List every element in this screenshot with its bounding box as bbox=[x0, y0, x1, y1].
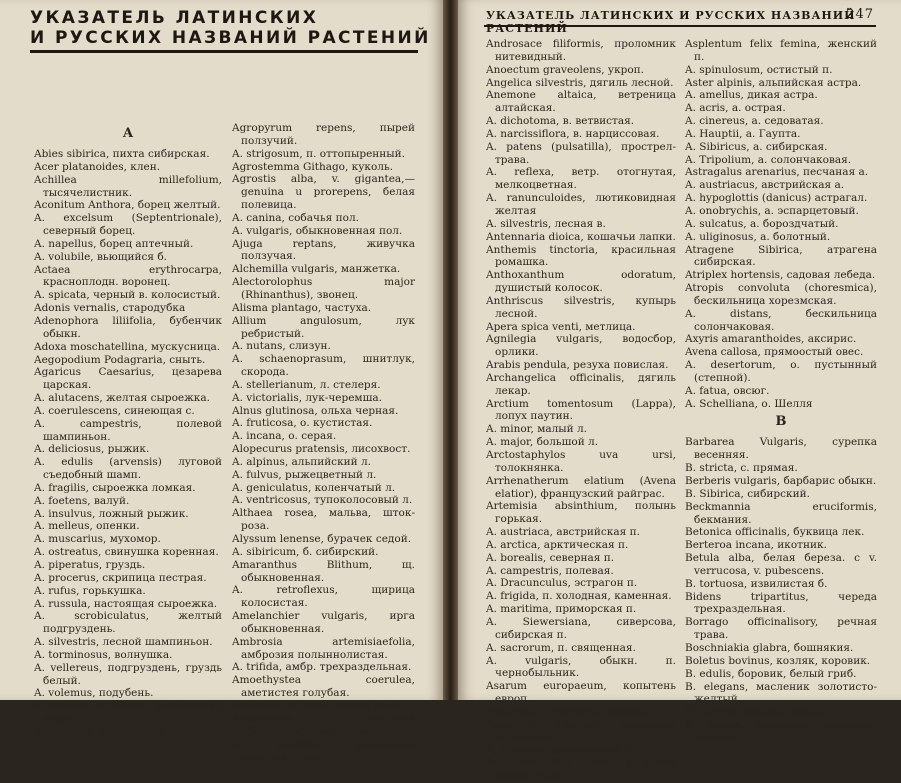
index-entry: Agaricus Caesarius, цезарева царская. bbox=[34, 366, 222, 392]
book-gutter bbox=[443, 0, 458, 700]
index-entry: A. russula, настоящая сыроежка. bbox=[34, 597, 218, 610]
index-entry: A. coerulescens, синеющая с. bbox=[34, 404, 195, 417]
index-entry: Atropis convoluta (choresmica), бескильница хорезмская. bbox=[685, 282, 877, 307]
index-entry: A. pilosa, р. волосистый. bbox=[34, 725, 169, 738]
index-entry: Althaea rosea, мальва, шток-роза. bbox=[232, 507, 415, 533]
index-entry: A. arctica, арктическая п. bbox=[486, 538, 629, 551]
index-entry: Asperula odorata, ясменник душистый. bbox=[486, 718, 676, 744]
index-entry: B. edulis, боровик, белый гриб. bbox=[685, 667, 857, 680]
running-head bbox=[484, 7, 876, 35]
index-entry: Anagallis vulgaris, очный цвет. bbox=[232, 699, 401, 712]
index-entry: Alectorolophus major (Rhinanthus), звонец. bbox=[232, 276, 415, 301]
index-entry: Borrago officinalisory, речная трава. bbox=[685, 616, 877, 642]
index-entry: B. luteus, масленик, лимонно-желтый. bbox=[685, 719, 877, 744]
index-entry: A. scrobiculatus, желтый подгруздень. bbox=[34, 610, 222, 636]
index-entry: A. sacrorum, п. священная. bbox=[486, 641, 636, 654]
index-entry: A. trifida, амбр. трехраздельная. bbox=[232, 661, 412, 674]
index-entry: A. Hauptii, а. Гаупта. bbox=[685, 127, 801, 140]
index-entry: A. ventricosus, тупоколосовый л. bbox=[232, 494, 413, 507]
index-entry: Amaranthus Blithum, щ. обыкновенная. bbox=[232, 558, 415, 584]
index-entry: Astragalus arenarius, песчаная а. bbox=[685, 166, 869, 179]
index-entry: A. reflexa, ветр. отогнутая, мелкоцветная. bbox=[486, 166, 676, 192]
index-entry: Alchemilla vulgaris, манжетка. bbox=[232, 263, 401, 276]
index-entry: A. narcissiflora, в. нарциссовая. bbox=[486, 127, 660, 140]
index-entry: Betula alba, белая береза. с v. verrucosa, v. pubescens. bbox=[685, 552, 877, 577]
index-entry: A. silvestris, лесная в. bbox=[486, 217, 606, 230]
index-entry: A. amellus, дикая астра. bbox=[685, 89, 818, 102]
index-entry: Aster alpinis, альпийская астра. bbox=[685, 76, 862, 89]
index-entry: A. edulis (arvensis) луговой съедобный шамп. bbox=[34, 456, 222, 482]
left-column-2 bbox=[232, 122, 415, 764]
left-page bbox=[0, 0, 443, 764]
index-entry: Adenophora liliifolia, бубенчик обыкн. bbox=[34, 314, 222, 340]
index-entry: Boletus bovinus, козляк, коровик. bbox=[685, 654, 871, 667]
index-entry: Agrimonia eupatoria, репейничек европ. bbox=[34, 700, 222, 726]
index-entry: Amelanchier vulgaris, ирга обыкновенная. bbox=[232, 610, 415, 635]
index-entry: A. sibiricum, б. сибирский. bbox=[232, 545, 379, 558]
index-entry: A. polifolia, андромеда многолистная. bbox=[232, 738, 415, 764]
index-entry: Alnus glutinosa, ольха черная. bbox=[232, 404, 399, 417]
index-entry: A. campestris, полевая. bbox=[486, 564, 614, 577]
section-letter-a: А bbox=[122, 126, 134, 141]
index-entry: A. ostreatus, свинушка коренная. bbox=[34, 546, 219, 559]
right-column-2 bbox=[685, 38, 877, 745]
index-entry: A. geniculatus, коленчатый л. bbox=[232, 481, 396, 494]
index-entry: A. vulgaris, обыкновенная пол. bbox=[232, 224, 403, 237]
index-entry: Acer platanoides, клен. bbox=[34, 160, 161, 173]
index-entry: A. Siewersiana, сиверсова, сибирская п. bbox=[486, 615, 676, 641]
index-entry: Anthemis tinctoria, красильная ромашка. bbox=[486, 243, 676, 269]
index-entry: Betonica officinalis, буквица лек. bbox=[685, 526, 865, 539]
index-entry: A. silvestris, лесной шампиньон. bbox=[34, 636, 213, 649]
index-entry: Allium angulosum, лук ребристый. bbox=[232, 314, 415, 340]
index-entry: A. uliginosus, а. болотный. bbox=[685, 230, 831, 243]
page-title bbox=[30, 8, 431, 53]
index-entry: A. patens (pulsatilla), прострел-трава. bbox=[486, 140, 676, 166]
index-entry: Artemisia absinthium, полынь горькая. bbox=[486, 500, 676, 526]
index-entry: A. fatua, овсюг. bbox=[685, 384, 770, 397]
index-entry: Adonis vernalis, стародубка bbox=[34, 302, 186, 315]
index-entry: Bidens tripartitus, череда трехраздельная. bbox=[685, 590, 877, 616]
index-entry: A. excelsum (Septentrionale), северный борец. bbox=[34, 212, 222, 238]
index-entry: A. spicata, черный в. колосистый. bbox=[34, 289, 221, 302]
index-entry: Agnilegia vulgaris, водосбор, орлики. bbox=[486, 333, 676, 359]
index-entry: A. foetens, валуй. bbox=[34, 494, 130, 507]
index-entry: Asarum europaeum, копытень европ. bbox=[486, 680, 676, 706]
index-entry: B. Sibirica, сибирский. bbox=[685, 487, 810, 500]
index-entry: B. stricta, с. прямая. bbox=[685, 462, 798, 475]
right-column-1 bbox=[486, 38, 676, 783]
index-entry: A. strigosum, п. оттопыренный. bbox=[232, 147, 405, 160]
index-entry: Alopecurus pratensis, лисохвост. bbox=[232, 443, 411, 456]
section-letter-b: B bbox=[775, 414, 787, 430]
index-entry: Avena callosa, прямоостый овес. bbox=[685, 346, 864, 359]
index-entry: Asplentum felix femina, женский п. bbox=[685, 38, 877, 63]
index-entry: Amoethystea coerulea, аметистея голубая. bbox=[232, 674, 415, 700]
index-entry: Boschniakia glabra, бошнякия. bbox=[685, 641, 854, 654]
index-entry: A. borealis, северная п. bbox=[486, 551, 615, 564]
index-entry: Agropyrum repens, пырей ползучий. bbox=[232, 122, 415, 147]
index-entry: B. luridus, красик, синяк. bbox=[685, 706, 826, 719]
index-entry: Atriplex hortensis, садовая лебеда. bbox=[685, 269, 876, 282]
index-entry: Arabis pendula, резуха повислая. bbox=[486, 359, 669, 372]
page-number: 247 bbox=[846, 7, 874, 22]
index-entry: Axyris amaranthoides, аксирис. bbox=[685, 333, 857, 346]
index-entry: Anthoxanthum odoratum, душистый колосок. bbox=[486, 269, 676, 295]
running-head-title: УКАЗАТЕЛЬ ЛАТИНСКИХ И РУССКИХ НАЗВАНИЙ РАСТЕНИЙ bbox=[486, 9, 856, 35]
index-entry: Ambrosia artemisiaefolia, амброзия полыннолистая. bbox=[232, 635, 415, 661]
index-entry: A. retroflexus, щирица колосистая. bbox=[232, 584, 415, 610]
index-entry: A. napellus, борец аптечный. bbox=[34, 237, 194, 250]
index-entry: Apera spica venti, метлица. bbox=[486, 320, 636, 333]
index-entry: A. alpinus, альпийский л. bbox=[232, 455, 371, 468]
index-entry: Achillea millefolium, тысячелистник. bbox=[34, 173, 222, 199]
index-entry: Anoectum graveolens, укроп. bbox=[486, 63, 645, 76]
index-entry: A. major, большой л. bbox=[486, 436, 599, 449]
index-entry: Alisma plantago, частуха. bbox=[232, 301, 372, 314]
index-entry: A. deliciosus, рыжик. bbox=[34, 443, 150, 456]
index-entry: A. sulcatus, а. бороздчатый. bbox=[685, 217, 839, 230]
index-entry: Aegopodium Podagraria, сныть. bbox=[34, 353, 206, 366]
index-entry: Anthriscus silvestris, купырь лесной. bbox=[486, 294, 676, 320]
index-entry: Berteroa incana, икотник. bbox=[685, 539, 827, 552]
index-entry: Anemone altaica, ветреница алтайская. bbox=[486, 89, 676, 115]
left-column-1 bbox=[34, 122, 222, 739]
index-entry: A. vellereus, подгруздень, груздь белый. bbox=[34, 661, 222, 687]
index-entry: A. torminosus, волнушка. bbox=[34, 648, 173, 661]
index-entry: A. austriacus, австрийская а. bbox=[685, 179, 845, 192]
index-entry: Angelica silvestris, дягиль лесной. bbox=[486, 76, 674, 89]
index-entry: A. Schelliana, о. Шелля bbox=[685, 397, 813, 410]
index-entry: A. frigida, п. холодная, каменная. bbox=[486, 590, 672, 603]
index-entry: A. fragilis, сыроежка ломкая. bbox=[34, 481, 196, 494]
index-entry: A. piperatus, груздь. bbox=[34, 559, 146, 571]
index-entry: Alyssum lenense, бурачек седой. bbox=[232, 533, 412, 545]
index-entry: Asparagus officinalis, спаржа. bbox=[486, 705, 649, 718]
index-entry: A. victorialis, лук-черемша. bbox=[232, 391, 382, 404]
index-entry: A. ranunculoides, лютиковидная желтая bbox=[486, 192, 676, 217]
index-entry: Arrhenatherum elatium (Avena elatior), французский райграс. bbox=[486, 474, 676, 500]
index-entry: Andromeda calyculata (Cassandra), кассандра обыкн. bbox=[232, 712, 415, 738]
index-entry: Abies sibirica, пихта сибирская. bbox=[34, 148, 210, 160]
index-entry: Aspidium filix Mas, мужской папоротник. bbox=[486, 757, 676, 783]
index-entry: A. volubile, вьющийся б. bbox=[34, 250, 167, 263]
index-entry: Agrostemma Githago, куколь. bbox=[232, 160, 394, 173]
index-entry: A. campestris, полевой шампиньон. bbox=[34, 417, 222, 443]
index-entry: A. fulvus, рыжецветный л. bbox=[232, 468, 377, 481]
index-entry: A. volemus, подубень. bbox=[34, 687, 154, 700]
index-entry: A. desertorum, о. пустынный (степной). bbox=[685, 359, 877, 384]
index-entry: A. stellerianum, л. стелеря. bbox=[232, 378, 381, 391]
index-entry: A. maritima, приморская п. bbox=[486, 603, 637, 616]
index-entry: Ajuga reptans, живучка ползучая. bbox=[232, 237, 415, 263]
index-entry: A. minor, малый л. bbox=[486, 423, 587, 436]
right-page bbox=[458, 0, 901, 783]
index-entry: Agrostis alba, v. gigantea,—genuina u prorepens, белая полевица. bbox=[232, 173, 415, 212]
index-entry: Beckmannia eruciformis, бекмания. bbox=[685, 500, 877, 526]
index-entry: A. dichotoma, в. ветвистая. bbox=[486, 115, 635, 128]
index-entry: A. fruticosa, о. кустистая. bbox=[232, 417, 373, 430]
index-entry: A. Tripolium, а. солончаковая. bbox=[685, 153, 852, 166]
index-entry: A. schaenoprasum, шнитлук, скорода. bbox=[232, 353, 415, 379]
index-entry: A. Sibiricus, а. сибирская. bbox=[685, 140, 828, 153]
index-entry: A. rufus, горькушка. bbox=[34, 584, 146, 597]
index-entry: A. alutacens, желтая сыроежка. bbox=[34, 392, 210, 405]
title-line-2: И РУССКИХ НАЗВАНИЙ РАСТЕНИЙ bbox=[30, 28, 431, 48]
index-entry: A. hypoglottis (danicus) астрагал. bbox=[685, 192, 868, 205]
index-entry: Androsace filiformis, проломник нитевидный. bbox=[486, 38, 676, 63]
index-entry: A. nutans, слизун. bbox=[232, 340, 331, 353]
index-entry: A. spinulosum, остистый п. bbox=[685, 63, 833, 76]
index-entry: A. melleus, опенки. bbox=[34, 520, 140, 533]
index-entry: Aconitum Anthora, борец желтый. bbox=[34, 199, 221, 212]
index-entry: A. insulvus, ложный рыжик. bbox=[34, 507, 189, 520]
index-entry: A. incana, о. серая. bbox=[232, 430, 337, 443]
index-entry: B. elegans, масленик золотисто-желтый. bbox=[685, 680, 877, 706]
index-entry: A. Dracunculus, эстрагон п. bbox=[486, 577, 638, 590]
index-entry: A. vulgaris, обыкн. п. чернобыльник. bbox=[486, 654, 676, 680]
title-line-1: УКАЗАТЕЛЬ ЛАТИНСКИХ bbox=[30, 8, 319, 28]
index-entry: Archangelica officinalis, дягиль лекар. bbox=[486, 371, 676, 397]
index-entry: A. procerus, скрипица пестрая. bbox=[34, 571, 207, 584]
index-entry: A. austriaca, австрийская п. bbox=[486, 526, 640, 539]
index-entry: B. tortuosa, извилистая б. bbox=[685, 577, 828, 590]
index-entry: Antennaria dioica, кошачьи лапки. bbox=[486, 230, 676, 243]
index-entry: Actaea erythrocarpa, красноплодн. воронец. bbox=[34, 263, 222, 289]
index-entry: Arctium tomentosum (Lappa), лопух паутин. bbox=[486, 397, 676, 423]
index-entry: A. distans, бескильница солончаковая. bbox=[685, 307, 877, 333]
index-entry: Adoxa moschatellina, мускусница. bbox=[34, 340, 221, 353]
index-entry: A. tinctoria, красильный я. bbox=[486, 744, 633, 757]
index-entry: A. cinereus, а. седоватая. bbox=[685, 115, 824, 128]
index-entry: A. muscarius, мухомор. bbox=[34, 533, 161, 546]
index-entry: Berberis vulgaris, барбарис обыкн. bbox=[685, 475, 877, 487]
index-entry: A. canina, собачья пол. bbox=[232, 211, 359, 224]
index-entry: A. onobrychis, а. эспарцетовый. bbox=[685, 204, 859, 217]
index-entry: A. acris, а. острая. bbox=[685, 102, 786, 115]
index-entry: Atragene Sibirica, атрагена сибирская. bbox=[685, 243, 877, 269]
index-entry: Barbarea Vulgaris, сурепка весенняя. bbox=[685, 436, 877, 462]
index-entry: Arctostaphylos uva ursi, толокнянка. bbox=[486, 449, 676, 474]
